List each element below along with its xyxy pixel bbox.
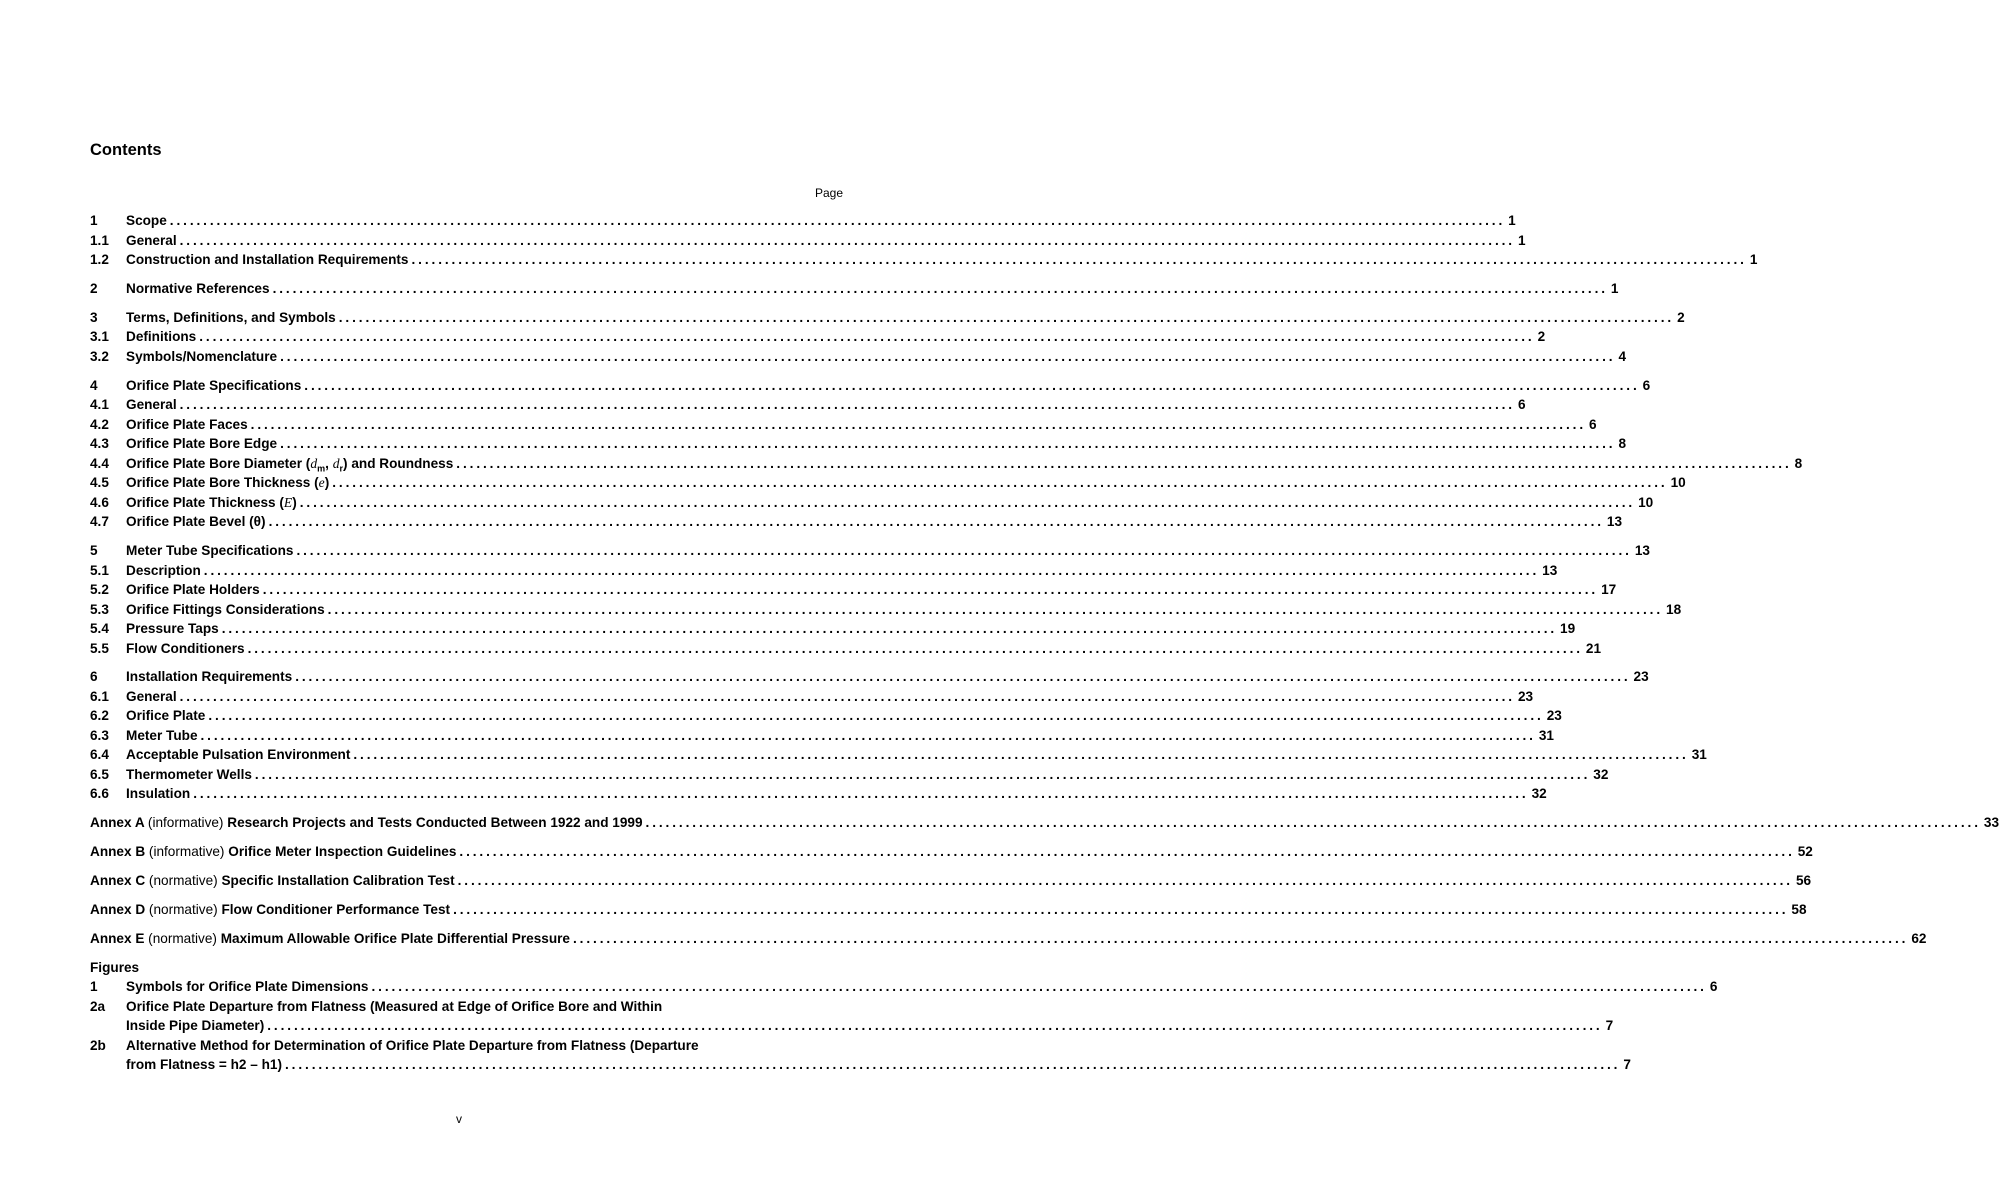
toc-page: 58 [1791, 902, 1807, 918]
toc-page: 19 [1560, 621, 1576, 637]
annex-label: Annex B (informative) Orifice Meter Inspection Guidelines [90, 844, 457, 860]
toc-entry[interactable] [90, 211, 1516, 231]
toc-number: 4.7 [90, 514, 109, 530]
toc-page: 32 [1593, 766, 1609, 782]
toc-number: 4.3 [90, 436, 109, 452]
toc-page: 7 [1605, 1018, 1614, 1034]
toc-page: 2 [1537, 329, 1546, 345]
toc-label: Orifice Plate Holders [126, 582, 260, 598]
dot-leader: ........................................................................................................................................................................................................ [247, 640, 1583, 656]
toc-label: Thermometer Wells [126, 766, 252, 782]
toc-label: Installation Requirements [126, 669, 293, 685]
figure-number: 1 [90, 979, 98, 995]
toc-label: Normative References [126, 280, 270, 296]
annex-label: Annex A (informative) Research Projects and Tests Conducted Between 1922 and 1999 [90, 815, 643, 831]
toc-page: 2 [1677, 309, 1685, 325]
figure-label-cont: from Flatness = h2 – h1) [126, 1057, 282, 1073]
toc-label: Orifice Plate Bore Edge [126, 436, 278, 452]
toc-page: 1 [1610, 280, 1619, 296]
toc-number: 6.2 [90, 708, 109, 724]
toc-number: 5.5 [90, 640, 109, 656]
toc-number: 5.3 [90, 601, 109, 617]
dot-leader: ........................................................................................................................................................................................................ [296, 543, 1632, 559]
toc-number: 6.3 [90, 727, 109, 743]
toc-label: Scope [126, 213, 167, 228]
toc-label: General [126, 397, 177, 413]
toc-entry[interactable] [90, 765, 1609, 785]
toc-entry[interactable] [90, 784, 1547, 804]
toc-entry[interactable] [90, 639, 1602, 659]
toc-label: Pressure Taps [126, 621, 219, 637]
toc-label: Definitions [126, 329, 197, 345]
figure-label: Symbols for Orifice Plate Dimensions [126, 979, 369, 995]
toc-entry[interactable] [90, 541, 1650, 561]
toc-page: 13 [1634, 543, 1650, 559]
toc-entry[interactable] [90, 493, 1654, 513]
annex-entry[interactable] [90, 871, 1812, 891]
toc-number: 5.2 [90, 582, 109, 598]
toc-page: 56 [1795, 873, 1812, 889]
dot-leader: ........................................................................................................................................................................................................ [200, 727, 1536, 743]
dot-leader: ........................................................................................................................................................................................................ [338, 309, 1675, 325]
toc-label: Orifice Plate Thickness (E) [126, 494, 297, 510]
toc-entry[interactable] [90, 395, 1526, 415]
toc-label: Symbols/Nomenclature [126, 348, 278, 364]
toc-page: 21 [1585, 640, 1602, 656]
dot-leader: ........................................................................................................................................................................................................ [304, 377, 1640, 393]
toc-entry[interactable] [90, 376, 1651, 396]
annex-entry[interactable] [90, 842, 1813, 862]
toc-entry[interactable] [90, 327, 1546, 347]
dot-leader: ........................................................................................................................................................................................................ [285, 1057, 1621, 1073]
figure-label-cont: Inside Pipe Diameter) [126, 1018, 265, 1034]
toc-label: Orifice Plate Specifications [126, 377, 302, 393]
toc-number: 6.1 [90, 688, 109, 704]
annex-label: Annex C (normative) Specific Installation Calibration Test [90, 873, 455, 889]
toc-label: Orifice Plate [126, 708, 206, 724]
toc-number: 4.5 [90, 475, 109, 491]
toc-label: General [126, 232, 177, 248]
toc-entry[interactable] [90, 561, 1558, 581]
toc-page: 10 [1638, 494, 1654, 510]
toc-number: 3 [90, 309, 98, 325]
toc-entry[interactable] [90, 250, 1758, 270]
dot-leader: ........................................................................................................................................................................................................ [267, 1018, 1603, 1034]
toc-page: 4 [1618, 348, 1627, 364]
dot-leader: ........................................................................................................................................................................................................ [250, 416, 1587, 432]
dot-leader: ........................................................................................................................................................................................................ [645, 815, 1981, 831]
page-column-label: Page [814, 186, 843, 200]
toc-entry[interactable] [90, 580, 1617, 600]
toc-label: Orifice Plate Bevel (θ) [126, 514, 266, 530]
toc-entry[interactable] [90, 512, 1623, 532]
toc-entry[interactable] [90, 706, 1562, 726]
toc-number: 6.6 [90, 786, 109, 802]
dot-leader: ........................................................................................................................................................................................................ [169, 213, 1506, 228]
dot-leader: ........................................................................................................................................................................................................ [280, 436, 1616, 452]
dot-leader: ........................................................................................................................................................................................................ [268, 514, 1604, 530]
figures-heading: Figures [90, 959, 140, 975]
toc-page: 10 [1670, 475, 1686, 491]
dot-leader: ........................................................................................................................................................................................................ [262, 582, 1599, 598]
toc-label: Insulation [126, 786, 191, 802]
figure-entry[interactable] [90, 977, 1718, 997]
toc-label: Orifice Plate Bore Thickness (e) [126, 475, 330, 491]
toc-number: 5.4 [90, 621, 109, 637]
dot-leader: ........................................................................................................................................................................................................ [179, 688, 1515, 704]
dot-leader: ........................................................................................................................................................................................................ [411, 252, 1747, 267]
dot-leader: ........................................................................................................................................................................................................ [453, 902, 1789, 918]
toc-entry[interactable] [90, 347, 1627, 367]
figure-entry[interactable] [90, 997, 1614, 1036]
toc-page: 6 [1642, 377, 1651, 393]
dot-leader: ........................................................................................................................................................................................................ [332, 475, 1668, 491]
toc-entry[interactable] [90, 279, 1619, 299]
toc-number: 4.1 [90, 397, 109, 413]
page-title: Contents [90, 141, 162, 159]
dot-leader: ........................................................................................................................................................................................................ [299, 494, 1636, 510]
toc-page: 31 [1691, 747, 1707, 763]
toc-number: 4.6 [90, 494, 109, 510]
toc-entry[interactable] [90, 415, 1597, 435]
toc-number: 2 [90, 280, 98, 296]
dot-leader: ........................................................................................................................................................................................................ [254, 766, 1591, 782]
toc-label: Terms, Definitions, and Symbols [126, 309, 336, 325]
toc-label: General [126, 688, 177, 704]
toc-label: Construction and Installation Requirements [126, 252, 409, 267]
dot-leader: ........................................................................................................................................................................................................ [459, 844, 1795, 860]
toc-number: 5 [90, 543, 98, 559]
dot-leader: ........................................................................................................................................................................................................ [199, 329, 1535, 345]
toc-entry[interactable] [90, 600, 1682, 620]
dot-leader: ........................................................................................................................................................................................................ [456, 455, 1792, 471]
toc-number: 1.1 [90, 232, 109, 248]
toc-page: 7 [1623, 1057, 1631, 1073]
toc-page: 13 [1542, 562, 1558, 578]
toc-number: 3.2 [90, 348, 109, 364]
dot-leader: ........................................................................................................................................................................................................ [203, 562, 1540, 578]
toc-label: Orifice Plate Faces [126, 416, 248, 432]
toc-page: 6 [1709, 979, 1718, 995]
toc-number: 6.5 [90, 766, 109, 782]
toc-label: Description [126, 562, 201, 578]
toc-page: 33 [1983, 815, 1999, 831]
dot-leader: ........................................................................................................................................................................................................ [221, 621, 1558, 637]
dot-leader: ........................................................................................................................................................................................................ [179, 397, 1515, 413]
toc-entry[interactable] [90, 619, 1576, 639]
toc-page: 52 [1797, 844, 1813, 860]
figure-number: 2a [90, 998, 106, 1014]
toc-entry[interactable] [90, 473, 1686, 493]
toc-page: 6 [1589, 416, 1597, 432]
toc-number: 5.1 [90, 562, 109, 578]
toc-page: 32 [1531, 786, 1547, 802]
toc-page: 23 [1633, 669, 1649, 685]
toc-entry[interactable] [90, 308, 1685, 328]
toc-number: 1.2 [90, 252, 109, 267]
page-number: v [456, 1112, 462, 1126]
toc-page: 23 [1546, 708, 1562, 724]
toc-entry[interactable] [90, 454, 1803, 474]
toc-number: 4 [90, 377, 98, 393]
toc-number: 6.4 [90, 747, 109, 763]
toc-label: Meter Tube [126, 727, 198, 743]
annex-entry[interactable] [90, 929, 1927, 949]
toc-page: 62 [1911, 930, 1927, 946]
toc-page: 8 [1794, 455, 1803, 471]
dot-leader: ........................................................................................................................................................................................................ [327, 601, 1664, 617]
toc-page: 13 [1606, 514, 1623, 530]
annex-label: Annex E (normative) Maximum Allowable Orifice Plate Differential Pressure [90, 930, 570, 946]
dot-leader: ........................................................................................................................................................................................................ [272, 280, 1608, 296]
toc-page: 6 [1517, 397, 1526, 413]
figure-entry[interactable] [90, 1036, 1631, 1075]
dot-leader: ........................................................................................................................................................................................................ [280, 348, 1616, 364]
dot-leader: ........................................................................................................................................................................................................ [193, 786, 1529, 802]
toc-page: 8 [1618, 436, 1627, 452]
toc-page: 31 [1538, 727, 1554, 743]
toc-entry[interactable] [90, 687, 1534, 707]
toc-page: 23 [1517, 688, 1534, 704]
toc-page: 1 [1508, 213, 1516, 228]
toc-entry[interactable] [90, 231, 1526, 251]
figure-label: Alternative Method for Determination of Orifice Plate Departure from Flatness (Departure [126, 1037, 699, 1053]
figure-number: 2b [90, 1037, 106, 1053]
toc-label: Meter Tube Specifications [126, 543, 294, 559]
toc-entry[interactable] [90, 745, 1707, 765]
toc-number: 3.1 [90, 329, 109, 345]
toc-label: Acceptable Pulsation Environment [126, 747, 351, 763]
toc-page: 18 [1666, 601, 1682, 617]
toc-page: 17 [1601, 582, 1617, 598]
toc-number: 6 [90, 669, 98, 685]
figure-label: Orifice Plate Departure from Flatness (Measured at Edge of Orifice Bore and Within [126, 998, 663, 1014]
annex-entry[interactable] [90, 900, 1807, 920]
toc-label: Orifice Fittings Considerations [126, 601, 325, 617]
toc-number: 4.2 [90, 416, 109, 432]
annex-entry[interactable] [90, 813, 1999, 833]
annex-label: Annex D (normative) Flow Conditioner Performance Test [90, 902, 451, 918]
toc-number: 4.4 [90, 455, 109, 471]
dot-leader: ........................................................................................................................................................................................................ [208, 708, 1544, 724]
dot-leader: ........................................................................................................................................................................................................ [179, 232, 1515, 248]
toc-entry[interactable] [90, 434, 1627, 454]
toc-page: 1 [1517, 232, 1526, 248]
dot-leader: ........................................................................................................................................................................................................ [353, 747, 1689, 763]
dot-leader: ........................................................................................................................................................................................................ [295, 669, 1631, 685]
toc-page: 1 [1749, 252, 1758, 267]
dot-leader: ........................................................................................................................................................................................................ [572, 930, 1909, 946]
toc-entry[interactable] [90, 667, 1649, 687]
dot-leader: ........................................................................................................................................................................................................ [457, 873, 1793, 889]
toc-label: Orifice Plate Bore Diameter ($d_m$, $d_r$) and Roundness [126, 455, 454, 474]
toc-number: 1 [90, 213, 98, 228]
toc-entry[interactable] [90, 726, 1554, 746]
dot-leader: ........................................................................................................................................................................................................ [371, 979, 1707, 995]
table-of-contents [90, 211, 1999, 1075]
toc-label: Flow Conditioners [126, 640, 245, 656]
